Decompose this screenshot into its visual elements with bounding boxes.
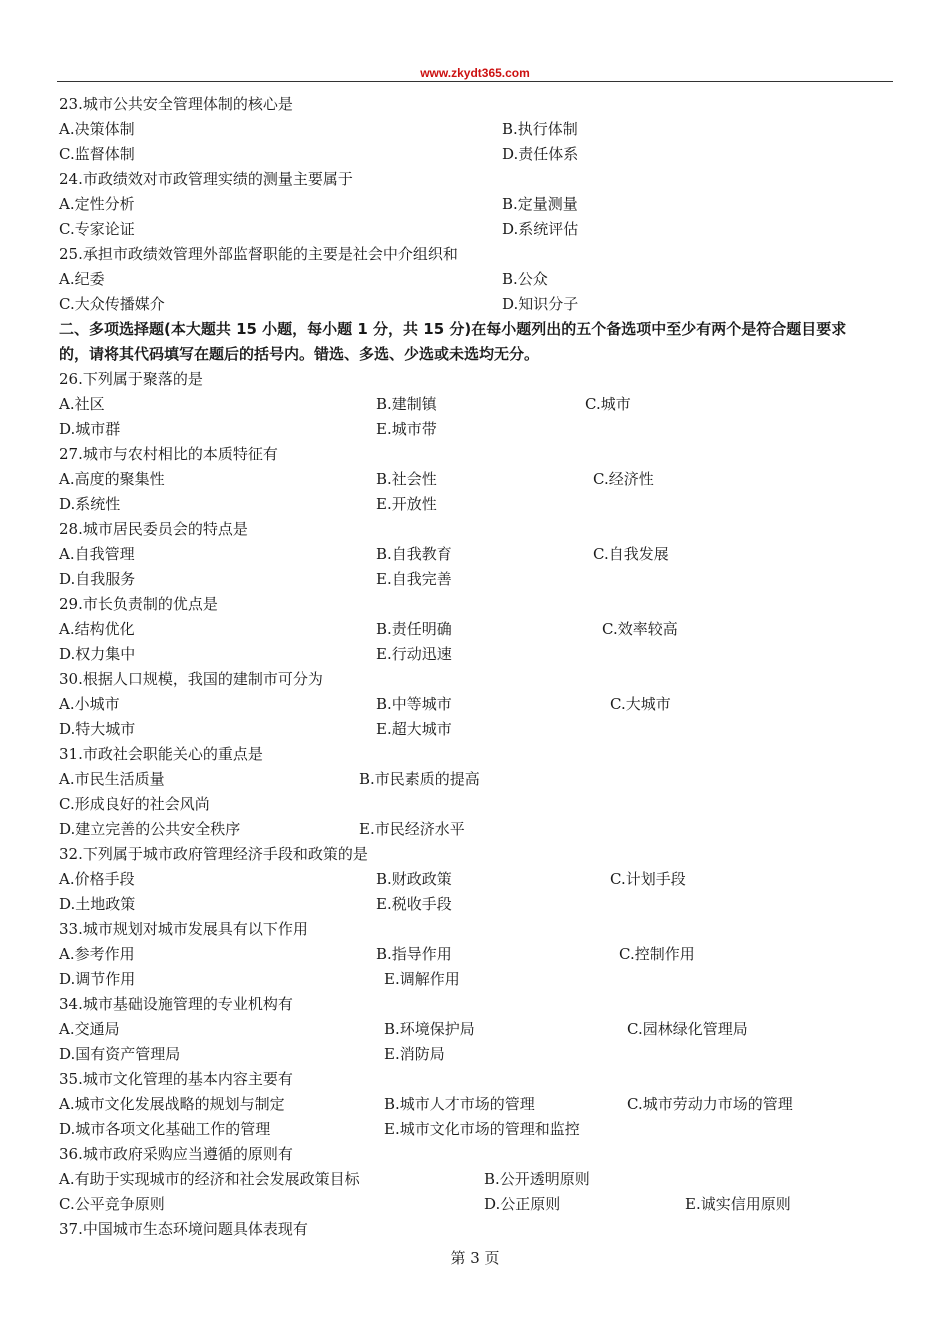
q29-option-d: D.权力集中 (59, 645, 136, 663)
q29-stem: 29.市长负责制的优点是 (59, 595, 218, 613)
q34-option-b: B.环境保护局 (384, 1020, 475, 1038)
q27-option-a: A.高度的聚集性 (59, 470, 165, 488)
q34-options-row-2 (59, 1042, 899, 1067)
q30-options-row-2 (59, 717, 899, 742)
q31-options-row-3 (59, 817, 899, 842)
q24-options-row-2 (59, 217, 899, 242)
q36-option-a: A.有助于实现城市的经济和社会发展政策目标 (59, 1170, 360, 1188)
q35-options-row-2 (59, 1117, 899, 1142)
q25-stem: 25.承担市政绩效管理外部监督职能的主要是社会中介组织和 (59, 245, 458, 263)
q31-options-row-1 (59, 767, 899, 792)
q33-option-c: C.控制作用 (619, 945, 695, 963)
section-2-heading-line-2: 的，请将其代码填写在题后的括号内。错选、多选、少选或未选均无分。 (59, 345, 540, 363)
q26-option-b: B.建制镇 (376, 395, 437, 413)
q32-option-e: E.税收手段 (376, 895, 452, 913)
q36-option-e: E.诚实信用原则 (685, 1195, 791, 1213)
q28-option-a: A.自我管理 (59, 545, 135, 563)
q27-stem: 27.城市与农村相比的本质特征有 (59, 445, 278, 463)
q36-option-b: B.公开透明原则 (484, 1170, 590, 1188)
q25-options-row-1 (59, 267, 899, 292)
q30-option-d: D.特大城市 (59, 720, 136, 738)
q26-option-d: D.城市群 (59, 420, 121, 438)
q23-option-c: C.监督体制 (59, 145, 135, 163)
q23-option-d: D.责任体系 (502, 145, 579, 163)
q35-option-b: B.城市人才市场的管理 (384, 1095, 535, 1113)
q24-option-a: A.定性分析 (59, 195, 135, 213)
q36-option-d: D.公正原则 (484, 1195, 561, 1213)
q36-options-row-1 (59, 1167, 899, 1192)
q27-option-e: E.开放性 (376, 495, 437, 513)
q33-option-a: A.参考作用 (59, 945, 135, 963)
q26-options-row-1 (59, 392, 899, 417)
q35-options-row-1 (59, 1092, 899, 1117)
q31-option-a: A.市民生活质量 (59, 770, 165, 788)
q28-option-b: B.自我教育 (376, 545, 452, 563)
q28-stem: 28.城市居民委员会的特点是 (59, 520, 248, 538)
document-body (59, 92, 899, 1242)
q32-option-a: A.价格手段 (59, 870, 135, 888)
q24-option-d: D.系统评估 (502, 220, 579, 238)
q31-option-c: C.形成良好的社会风尚 (59, 795, 210, 813)
q34-options-row-1 (59, 1017, 899, 1042)
q26-option-a: A.社区 (59, 395, 105, 413)
q23-options-row-2 (59, 142, 899, 167)
q29-options-row-1 (59, 617, 899, 642)
q28-option-d: D.自我服务 (59, 570, 136, 588)
q33-option-b: B.指导作用 (376, 945, 452, 963)
q25-option-c: C.大众传播媒介 (59, 295, 165, 313)
q33-options-row-1 (59, 942, 899, 967)
q30-option-b: B.中等城市 (376, 695, 452, 713)
q27-option-b: B.社会性 (376, 470, 437, 488)
q23-stem: 23.城市公共安全管理体制的核心是 (59, 95, 293, 113)
q32-option-c: C.计划手段 (610, 870, 686, 888)
q34-stem: 34.城市基础设施管理的专业机构有 (59, 995, 293, 1013)
q25-option-b: B.公众 (502, 270, 548, 288)
q25-options-row-2 (59, 292, 899, 317)
q35-option-c: C.城市劳动力市场的管理 (627, 1095, 793, 1113)
q26-stem: 26.下列属于聚落的是 (59, 370, 203, 388)
q30-stem: 30.根据人口规模，我国的建制市可分为 (59, 670, 323, 688)
q33-option-e: E.调解作用 (384, 970, 460, 988)
q32-options-row-1 (59, 867, 899, 892)
q28-option-c: C.自我发展 (593, 545, 669, 563)
q24-option-b: B.定量测量 (502, 195, 578, 213)
q32-option-d: D.土地政策 (59, 895, 136, 913)
q33-stem: 33.城市规划对城市发展具有以下作用 (59, 920, 308, 938)
section-2-heading-line-1: 二、多项选择题(本大题共 15 小题，每小题 1 分，共 15 分)在每小题列出的五个备选项中至少有两个是符合题目要求 (59, 320, 847, 338)
q35-option-d: D.城市各项文化基础工作的管理 (59, 1120, 271, 1138)
q30-option-c: C.大城市 (610, 695, 671, 713)
q31-option-d: D.建立完善的公共安全秩序 (59, 820, 241, 838)
q31-option-e: E.市民经济水平 (359, 820, 465, 838)
q28-options-row-2 (59, 567, 899, 592)
q29-option-a: A.结构优化 (59, 620, 135, 638)
q33-option-d: D.调节作用 (59, 970, 136, 988)
q26-options-row-2 (59, 417, 899, 442)
q32-stem: 32.下列属于城市政府管理经济手段和政策的是 (59, 845, 368, 863)
q33-options-row-2 (59, 967, 899, 992)
q32-option-b: B.财政政策 (376, 870, 452, 888)
q27-option-d: D.系统性 (59, 495, 121, 513)
q31-option-b: B.市民素质的提高 (359, 770, 480, 788)
q32-options-row-2 (59, 892, 899, 917)
q27-options-row-1 (59, 467, 899, 492)
q24-option-c: C.专家论证 (59, 220, 135, 238)
q28-option-e: E.自我完善 (376, 570, 452, 588)
q34-option-a: A.交通局 (59, 1020, 120, 1038)
q29-option-c: C.效率较高 (602, 620, 678, 638)
page-number: 第 3 页 (450, 1249, 500, 1267)
q31-stem: 31.市政社会职能关心的重点是 (59, 745, 263, 763)
q36-options-row-2 (59, 1192, 899, 1217)
q27-option-c: C.经济性 (593, 470, 654, 488)
q23-options-row-1 (59, 117, 899, 142)
q26-option-c: C.城市 (585, 395, 631, 413)
q34-option-d: D.国有资产管理局 (59, 1045, 181, 1063)
q29-option-e: E.行动迅速 (376, 645, 452, 663)
q26-option-e: E.城市带 (376, 420, 437, 438)
header-url[interactable]: www.zkydt365.com (420, 66, 530, 80)
q36-option-c: C.公平竞争原则 (59, 1195, 165, 1213)
q35-option-a: A.城市文化发展战略的规划与制定 (59, 1095, 285, 1113)
q24-options-row-1 (59, 192, 899, 217)
q35-option-e: E.城市文化市场的管理和监控 (384, 1120, 580, 1138)
q25-option-a: A.纪委 (59, 270, 105, 288)
q24-stem: 24.市政绩效对市政管理实绩的测量主要属于 (59, 170, 353, 188)
q30-option-a: A.小城市 (59, 695, 120, 713)
q34-option-c: C.园林绿化管理局 (627, 1020, 748, 1038)
q30-options-row-1 (59, 692, 899, 717)
q34-option-e: E.消防局 (384, 1045, 445, 1063)
q27-options-row-2 (59, 492, 899, 517)
header-divider (57, 81, 893, 82)
q23-option-b: B.执行体制 (502, 120, 578, 138)
q29-option-b: B.责任明确 (376, 620, 452, 638)
q28-options-row-1 (59, 542, 899, 567)
q25-option-d: D.知识分子 (502, 295, 579, 313)
q29-options-row-2 (59, 642, 899, 667)
q37-stem: 37.中国城市生态环境问题具体表现有 (59, 1220, 308, 1238)
q23-option-a: A.决策体制 (59, 120, 135, 138)
q30-option-e: E.超大城市 (376, 720, 452, 738)
q35-stem: 35.城市文化管理的基本内容主要有 (59, 1070, 293, 1088)
q31-options-row-2 (59, 792, 899, 817)
q36-stem: 36.城市政府采购应当遵循的原则有 (59, 1145, 293, 1163)
